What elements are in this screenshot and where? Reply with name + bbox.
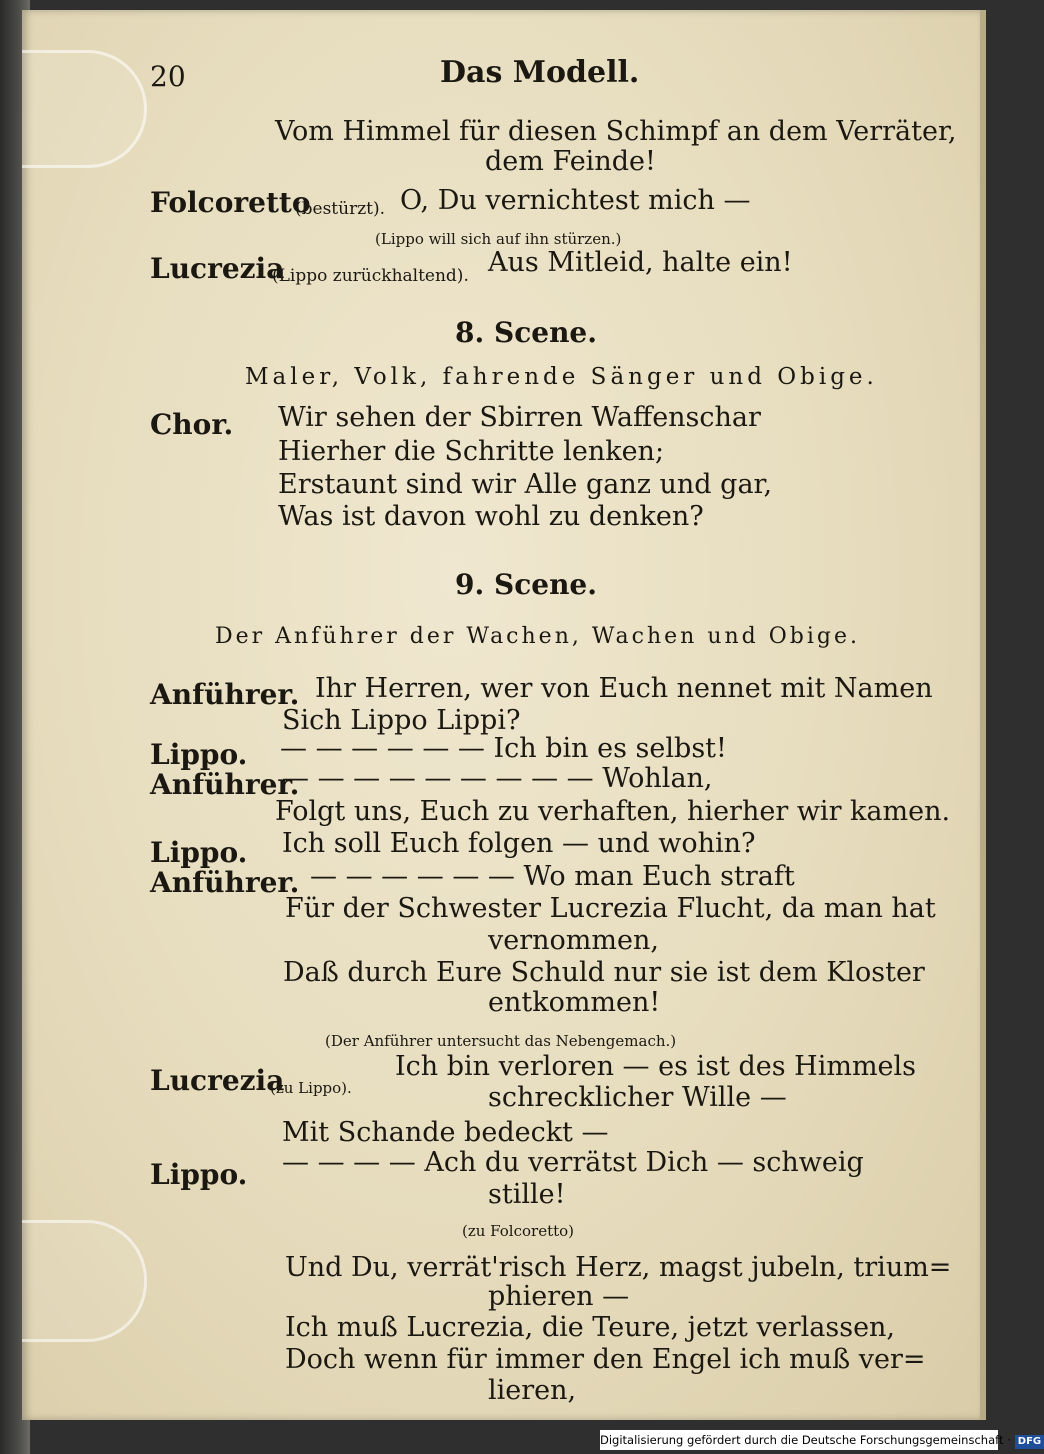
speaker-name: Lippo. [150, 738, 248, 771]
stage-direction: (Der Anführer untersucht das Nebengemach.) [325, 1032, 677, 1050]
dialogue-line: — — — — — — Wo man Euch straft [310, 861, 795, 892]
dialogue-line: Doch wenn für immer den Engel ich muß ver= [285, 1344, 926, 1375]
dialogue-line: vernommen, [488, 925, 659, 956]
page-number: 20 [150, 60, 186, 93]
scene-heading: 8. Scene. [455, 316, 597, 349]
speaker-name: Anführer. [150, 678, 300, 711]
verse-line: Erstaunt sind wir Alle ganz und gar, [278, 469, 773, 500]
dialogue-line: phieren — [488, 1281, 630, 1312]
digitization-footer [600, 1430, 1042, 1450]
speaker-name: Folcoretto [150, 186, 311, 219]
text-line: dem Feinde! [485, 146, 656, 177]
dfg-logo: DFG [1015, 1435, 1044, 1449]
scene-cast: Der Anführer der Wachen, Wachen und Obige. [215, 624, 860, 649]
verse-line: Wir sehen der Sbirren Waffenschar [278, 402, 761, 433]
footer-text: Digitalisierung gefördert durch die Deutsche Forschungsgemeinschaft · [600, 1433, 1011, 1447]
speaker-name: Anführer. [150, 768, 300, 801]
dialogue-line: Und Du, verrät'risch Herz, magst jubeln, trium= [285, 1252, 952, 1283]
dialogue-line: Folgt uns, Euch zu verhaften, hierher wir kamen. [275, 796, 951, 827]
text-line: Vom Himmel für diesen Schimpf an dem Verräter, [275, 116, 957, 147]
dialogue-line: Ich bin verloren — es ist des Himmels [395, 1051, 917, 1082]
verse-line: Was ist davon wohl zu denken? [278, 501, 704, 532]
stage-direction: (Lippo will sich auf ihn stürzen.) [375, 230, 622, 248]
speaker-name: Lucrezia [150, 1064, 285, 1097]
dialogue-line: Ich soll Euch folgen — und wohin? [282, 828, 756, 859]
scene-cast: Maler, Volk, fahrende Sänger und Obige. [245, 364, 878, 390]
dialogue-line: Sich Lippo Lippi? [282, 705, 521, 736]
dialogue-line: stille! [488, 1179, 566, 1210]
dialogue-line: lieren, [488, 1375, 577, 1406]
dialogue-line: Ihr Herren, wer von Euch nennet mit Namen [315, 673, 933, 704]
speaker-name: Anführer. [150, 866, 300, 899]
stage-direction: (zu Folcoretto) [462, 1222, 575, 1240]
stage-direction: (zu Lippo). [270, 1079, 352, 1097]
scene-heading: 9. Scene. [455, 568, 597, 601]
text-line: Aus Mitleid, halte ein! [488, 247, 793, 278]
dialogue-line: Ich muß Lucrezia, die Teure, jetzt verlassen, [285, 1312, 896, 1343]
dialogue-line: schrecklicher Wille — [488, 1082, 787, 1113]
dialogue-line: Für der Schwester Lucrezia Flucht, da man hat [285, 893, 936, 924]
dialogue-line: Daß durch Eure Schuld nur sie ist dem Kloster [283, 957, 925, 988]
dialogue-line: — — — — — — — — — Wohlan, [282, 763, 713, 794]
speaker-name: Lippo. [150, 1158, 248, 1191]
stage-direction: (bestürzt). [295, 199, 386, 219]
text-line: O, Du vernichtest mich — [400, 185, 751, 216]
speaker-name: Lucrezia [150, 252, 285, 285]
dialogue-line: — — — — — — Ich bin es selbst! [280, 733, 727, 764]
speaker-name: Chor. [150, 408, 234, 441]
verse-line: Hierher die Schritte lenken; [278, 436, 665, 467]
dialogue-line: Mit Schande bedeckt — [282, 1117, 609, 1148]
page-header-title: Das Modell. [440, 55, 640, 90]
dialogue-line: entkommen! [488, 987, 661, 1018]
dialogue-line: — — — — Ach du verrätst Dich — schweig [282, 1147, 864, 1178]
stage-direction: (Lippo zurückhaltend). [272, 266, 469, 286]
speaker-name: Lippo. [150, 836, 248, 869]
